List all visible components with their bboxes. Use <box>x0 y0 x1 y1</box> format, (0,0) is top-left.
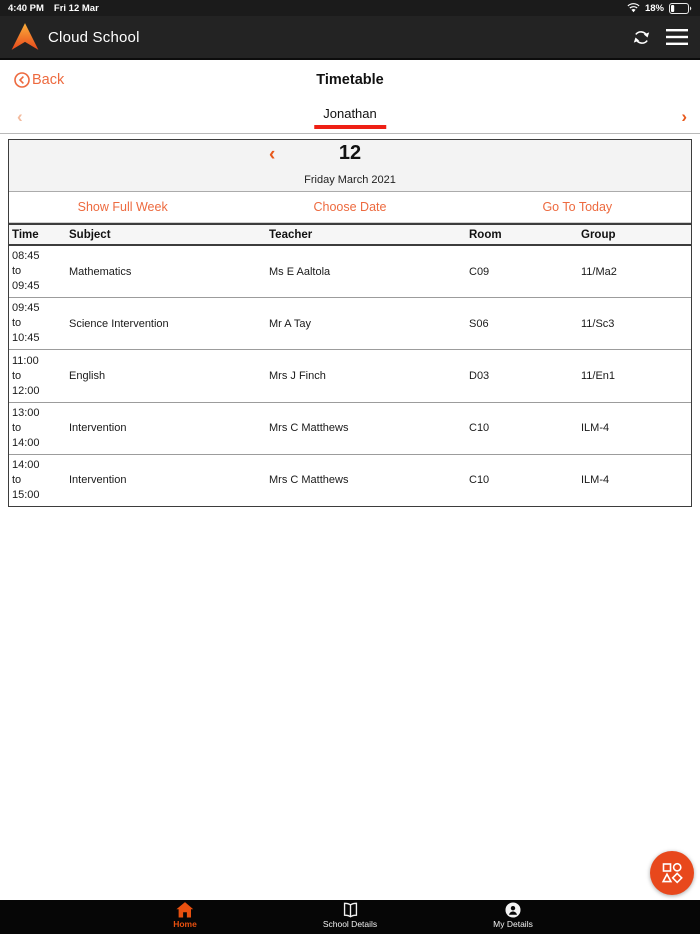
status-bar <box>0 0 700 16</box>
tab-school-details[interactable] <box>305 902 395 929</box>
tab-my-details-label: My Details <box>493 919 533 929</box>
choose-date-link[interactable]: Choose Date <box>313 200 387 214</box>
shapes-icon <box>660 861 684 885</box>
app-header <box>0 16 700 60</box>
home-icon <box>176 902 194 918</box>
status-time: 4:40 PM <box>8 2 44 14</box>
cell-subject: Mathematics <box>69 265 132 278</box>
table-row <box>9 246 691 298</box>
student-name: Jonathan <box>314 106 386 129</box>
tab-bar <box>0 900 700 934</box>
cell-group: 11/Ma2 <box>581 265 617 278</box>
column-header-time: Time <box>12 228 39 241</box>
cell-time: 09:45 to 10:45 <box>12 302 40 345</box>
previous-day-chevron-icon[interactable]: ‹ <box>269 144 276 165</box>
column-header-group: Group <box>581 228 616 241</box>
date-label: Friday March 2021 <box>304 174 396 186</box>
column-header-subject: Subject <box>69 228 111 241</box>
table-row <box>9 350 691 402</box>
go-to-today-link[interactable]: Go To Today <box>542 200 613 214</box>
app-title: Cloud School <box>48 28 140 46</box>
tab-school-details-label: School Details <box>322 919 378 929</box>
show-full-week-link[interactable]: Show Full Week <box>77 200 168 214</box>
cell-group: ILM-4 <box>581 474 610 487</box>
table-row <box>9 403 691 455</box>
battery-percent: 18% <box>644 2 664 14</box>
cell-subject: Intervention <box>69 474 127 487</box>
cell-teacher: Mrs J Finch <box>269 370 326 382</box>
page-title: Timetable <box>316 72 384 88</box>
next-student-chevron-icon[interactable]: › <box>681 107 687 126</box>
cell-teacher: Ms E Aaltola <box>269 265 331 278</box>
cell-teacher: Mrs C Matthews <box>269 422 349 435</box>
cell-teacher: Mr A Tay <box>269 317 311 330</box>
day-number: 12 <box>338 142 362 164</box>
back-label: Back <box>32 72 65 88</box>
table-row <box>9 455 691 506</box>
column-header-room: Room <box>469 228 502 241</box>
previous-student-chevron-icon[interactable]: ‹ <box>17 107 23 126</box>
tab-home[interactable] <box>140 902 230 929</box>
student-selector <box>0 100 700 134</box>
nav-bar <box>0 60 700 100</box>
timetable-body <box>9 246 691 506</box>
sync-icon[interactable] <box>631 27 652 48</box>
cell-time: 13:00 to 14:00 <box>12 406 40 449</box>
column-header-teacher: Teacher <box>269 228 313 241</box>
quick-actions-fab[interactable] <box>650 851 694 895</box>
battery-icon <box>669 3 692 14</box>
cell-subject: English <box>69 370 106 382</box>
wifi-icon <box>627 3 640 13</box>
cell-time: 14:00 to 15:00 <box>12 458 40 501</box>
date-header <box>9 140 691 192</box>
cell-subject: Science Intervention <box>69 317 169 330</box>
cell-room: C10 <box>469 474 490 487</box>
cell-teacher: Mrs C Matthews <box>269 474 349 487</box>
tab-my-details[interactable] <box>468 902 558 929</box>
person-icon <box>505 902 521 918</box>
cell-time: 11:00 to 12:00 <box>12 354 40 397</box>
cell-room: C10 <box>469 422 490 435</box>
cell-room: C09 <box>469 265 490 278</box>
cell-room: S06 <box>469 317 489 330</box>
cell-time: 08:45 to 09:45 <box>12 250 40 293</box>
book-icon <box>341 902 360 918</box>
table-header-row <box>9 223 691 246</box>
table-row <box>9 298 691 350</box>
timetable-card <box>8 139 692 507</box>
menu-icon[interactable] <box>666 29 688 45</box>
cell-group: 11/Sc3 <box>581 317 615 330</box>
timetable-actions <box>9 192 691 223</box>
status-date: Fri 12 Mar <box>53 2 99 14</box>
cell-subject: Intervention <box>69 422 127 435</box>
cell-group: 11/En1 <box>581 370 616 382</box>
cell-group: ILM-4 <box>581 422 610 435</box>
cell-room: D03 <box>469 370 490 382</box>
app-logo-icon <box>12 22 40 52</box>
tab-home-label: Home <box>173 919 197 929</box>
